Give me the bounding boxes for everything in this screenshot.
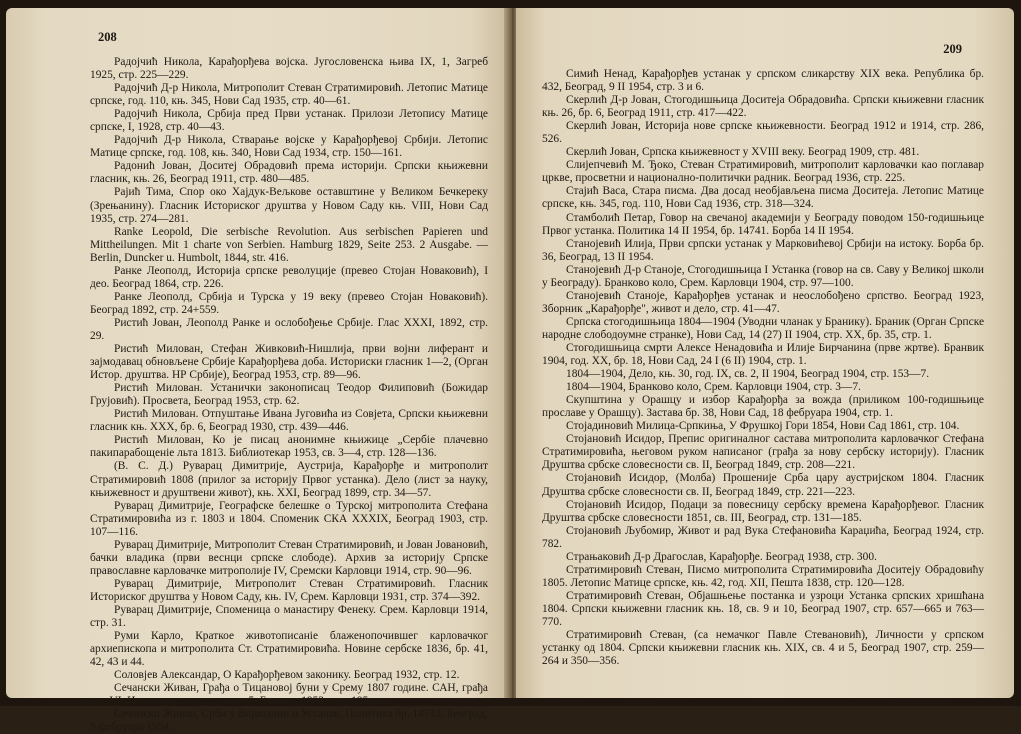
bibliography-entry: Ranke Leopold, Die serbische Revolution. Aus serbischen Papieren und Mittheilungen. Mit 1 charte von Serbien. Hamburg 1829, Seite 253. 2 Ausgabe. — Berlin, Duncker u. Humbolt, 1844, str. 416. xyxy=(90,225,488,264)
bibliography-entry: Сечански Живан, Срби у Војводини и Устанак. Политика бр. 14733, Београд, 5 фебруара 1954. xyxy=(90,708,488,734)
bibliography-entry: Скерлић Јован, Српска књижевност у XVIII веку. Београд 1909, стр. 481. xyxy=(566,146,920,159)
bibliography-entry: Стојановић Љубомир, Живот и рад Вука Стефановића Караџића, Београд 1924, стр. 782. xyxy=(542,524,984,550)
bibliography-entry: Радојчић Д-р Никола, Стварање војске у Карађорђевој Србији. Летопис Матице српске, год. 108, књ. 340, Нови Сад 1934, стр. 150—161. xyxy=(90,134,488,160)
page-number: 208 xyxy=(98,30,117,44)
page-number: 209 xyxy=(943,42,962,56)
bibliography-entry: Ранке Леополд, Србија и Турска у 19 веку (превео Стојан Новаковић). Београд 1892, стр. 24+559. xyxy=(90,290,488,316)
bibliography-entry: Скерлић Д-р Јован, Стогодишњица Доситеја Обрадовића. Српски књижевни гласник књ. 26, бр. 6, Београд 1911, стр. 417—422. xyxy=(542,94,984,120)
bibliography-entry: Ристић Милован, Ко је писац анонимне књижице „Сербіе плачевно пакипарабощеніе льта 1813. Библиотекар 1953, св. 3—4, стр. 128—136. xyxy=(90,434,488,460)
bibliography-entry: Руварац Димитрије, Митрополит Стеван Стратимировић. Гласник Историског друштва у Новом Саду, књ. IV, Срем. Карловци 1931, стр. 374—392. xyxy=(90,577,488,603)
bibliography-entry: Стојановић Исидор, Препис оригиналног састава митрополита карловачког Стефана Стратимировића, његовом руком написаног (грађа за нову сербску историју). Гласник Друштва србске словесности св. II, Београд 1849, стр. 208—221. xyxy=(542,433,984,472)
bibliography-entry: Ристић Милован. Отпуштање Ивана Југовића из Совјета, Српски књижевни гласник књ. XXX, бр. 6, Београд 1930, стр. 439—446. xyxy=(90,408,488,434)
bibliography-entry: Стајић Васа, Стара писма. Два досад необјављена писма Доситеја. Летопис Матице српске, књ. 345, год. 110, Нови Сад 1936, стр. 318—324. xyxy=(542,185,984,211)
bibliography-entry: Руварац Димитрије, Географске белешке о Турској митрополита Стефана Стратимировића из г. 1803 и 1804. Споменик СКА XXXIX, Београд 1903, стр. 107—116. xyxy=(90,499,488,538)
bibliography-entry: Скерлић Јован, Историја нове српске књижевности. Београд 1912 и 1914, стр. 286, 526. xyxy=(542,120,984,146)
bibliography-entry: Рајић Тима, Спор око Хајдук-Вељкове оставштине у Великом Бечкереку (Зрењанину). Гласник Историског друштва у Новом Саду књ. VIII, Нови Сад 1935, стр. 274—281. xyxy=(90,186,488,225)
bibliography-entry: Сечански Живан, Грађа о Тицановој буни у Срему 1807 године. САН, грађа књ. VI, Историски институт књ. 5, Београд 1952, стр. 195. xyxy=(90,682,488,708)
bibliography-entry: Симић Ненад, Карађорђев устанак у српском сликарству XIX века. Република бр. 432, Београд, 9 II 1954, стр. 3 и 6. xyxy=(542,68,984,94)
bibliography-entry: Стратимировић Стеван, (са немачког Павле Стевановић), Личности у српском устанку од 1804. Српски књижевни гласник књ. XIX, св. 4 и 5, Београд 1907, стр. 259—264 и 350—356. xyxy=(542,629,984,668)
bibliography-entry: Стамболић Петар, Говор на свечаној академији у Београду поводом 150-годишњице Првог устанка. Политика 14 II 1954, бр. 14741. Борба 14 II 1954. xyxy=(542,211,984,237)
bibliography-entry: Радојчић Никола, Карађорђева војска. Југословенска њива IX, 1, Загреб 1925, стр. 225—229. xyxy=(90,56,488,82)
bibliography-entry: Стратимировић Стеван, Објашњење постанка и узроци Устанка српских хришћана 1804. Српски књижевни гласник књ. 18, св. 9 и 10, Београд 1907, стр. 657—665 и 763—770. xyxy=(542,589,984,628)
bibliography-entry: 1804—1904, Бранково коло, Срем. Карловци 1904, стр. 3—7. xyxy=(566,381,861,394)
bibliography-list xyxy=(90,56,488,734)
bibliography-entry: Станојевић Д-р Станоје, Стогодишњица I Устанка (говор на св. Саву у Великој школи у Београду). Бранково коло, Срем. Карловци 1904, стр. 97—100. xyxy=(542,263,984,289)
bibliography-entry: Ранке Леополд, Историја српске револуције (превео Стојан Новаковић), I део. Београд 1864, стр. 226. xyxy=(90,264,488,290)
bibliography-entry: Соловјев Александар, О Карађорђевом законику. Београд 1932, стр. 12. xyxy=(114,669,460,682)
bibliography-entry: Руварац Димитрије, Споменица о манастиру Фенеку. Срем. Карловци 1914, стр. 31. xyxy=(90,603,488,630)
right-page xyxy=(516,8,1014,698)
bibliography-entry: Страњаковић Д-р Драгослав, Карађорђе. Београд 1938, стр. 300. xyxy=(566,550,877,563)
bibliography-entry: Стојановић Исидор, (Молба) Прошеније Срба цару аустријском 1804. Гласник Друштва србске словесности св. II, Београд 1849, стр. 221—223. xyxy=(542,472,984,498)
left-page xyxy=(6,8,510,734)
bibliography-entry: Радонић Јован, Доситеј Обрадовић према историји. Српски књижевни гласник, књ. 26, Београд 1911, стр. 480—485. xyxy=(90,160,488,186)
bibliography-entry: Станојевић Илија, Први српски устанак у Марковићевој Србији на истоку. Борба бр. 36, Београд, 13 II 1954. xyxy=(542,237,984,263)
bibliography-list xyxy=(542,68,984,668)
bibliography-entry: (В. С. Д.) Руварац Димитрије, Аустрија, Карађорђе и митрополит Стратимировић 1808 (прилог за историју Првог устанка). Дело (лист за науку, књижевност и друштвени живот), књ. XXI, Београд 1899, стр. 34—57. xyxy=(90,460,488,499)
bibliography-entry: Радојчић Д-р Никола, Митрополит Стеван Стратимировић. Летопис Матице српске, год. 110, књ. 345, Нови Сад 1935, стр. 40—61. xyxy=(90,82,488,108)
bibliography-entry: Руварац Димитрије, Митрополит Стеван Стратимировић, и Јован Јовановић, бачки владика (први веснци српске слободе). Архив за историју Српске православне карловачке митрополије IV, Сремски Карловци 1914, стр. 90—96. xyxy=(90,538,488,577)
bibliography-entry: Станојевић Станоје, Карађорђев устанак и неослобођено српство. Београд 1923, Зборник „Карађорђе", живот и дело, стр. 41—47. xyxy=(542,289,984,315)
bibliography-entry: Ристић Милован. Устанички законописац Теодор Филиповић (Божидар Грујовић). Просвета, Београд 1953, стр. 62. xyxy=(90,382,488,408)
bibliography-entry: Стојановић Исидор, Подаци за повесницу сербску времена Карађорђевог. Гласник Друштва србске словесности 1851, св. III, Београд, стр. 131—185. xyxy=(542,498,984,524)
bibliography-entry: Ристић Јован, Леополд Ранке и ослобођење Србије. Глас XXXI, 1892, стр. 29. xyxy=(90,316,488,342)
bibliography-entry: Српска стогодишњица 1804—1904 (Уводни чланак у Бранику). Браник (Орган Српске народне слободоумне странке), Нови Сад, 14 (27) II 1904, стр. XX, бр. 35, стр. 1. xyxy=(542,315,984,341)
bibliography-entry: Радојчић Никола, Србија пред Први устанак. Прилози Летопису Матице српске, I, 1928, стр. 40—43. xyxy=(90,108,488,134)
bibliography-entry: Стогодишњица смрти Алексе Ненадовића и Илије Бирчанина (прве жртве). Бранвик 1904, год. XX, бр. 18, Нови Сад, 24 I (6 II) 1904, стр. 1. xyxy=(542,341,984,368)
bibliography-entry: Скупштина у Орашцу и избор Карађорђа за вожда (приликом 100-годишњице прославе у Орашцу). Застава бр. 38, Нови Сад, 18 фебруара 1904, стр. 1. xyxy=(542,394,984,420)
bibliography-entry: Руми Карло, Краткое животописаніе блаженопочившег карловачког архиепископа и митрополита Ст. Стратимировића. Новине сербске 1836, бр. 41, 42, 43 и 44. xyxy=(90,630,488,669)
bibliography-entry: 1804—1904, Дело, књ. 30, год. IX, св. 2, II 1904, Београд 1904, стр. 153—7. xyxy=(566,368,930,381)
bibliography-entry: Стратимировић Стеван, Писмо митрополита Стратимировића Доситеју Обрадовићу 1805. Летопис Матице српске, књ. 42, год. XII, Пешта 1838, стр. 120—128. xyxy=(542,563,984,589)
bibliography-entry: Стојадиновић Милица-Српкиња, У Фрушкој Гори 1854, Нови Сад 1861, стр. 104. xyxy=(566,420,960,433)
bibliography-entry: Ристић Милован, Стефан Живковић-Нишлија, први војни лиферант и зајмодавац обновљене Србије Карађорђева доба. Историски гласник 1—2, (Орган Истор. друштва. НР Србије), Београд 1953, стр. 89—96. xyxy=(90,343,488,382)
bibliography-entry: Слијепчевић М. Ђоко, Стеван Стратимировић, митрополит карловачки као поглавар цркве, просветни и национално-политички радник. Београд 1936, стр. 225. xyxy=(542,159,984,185)
